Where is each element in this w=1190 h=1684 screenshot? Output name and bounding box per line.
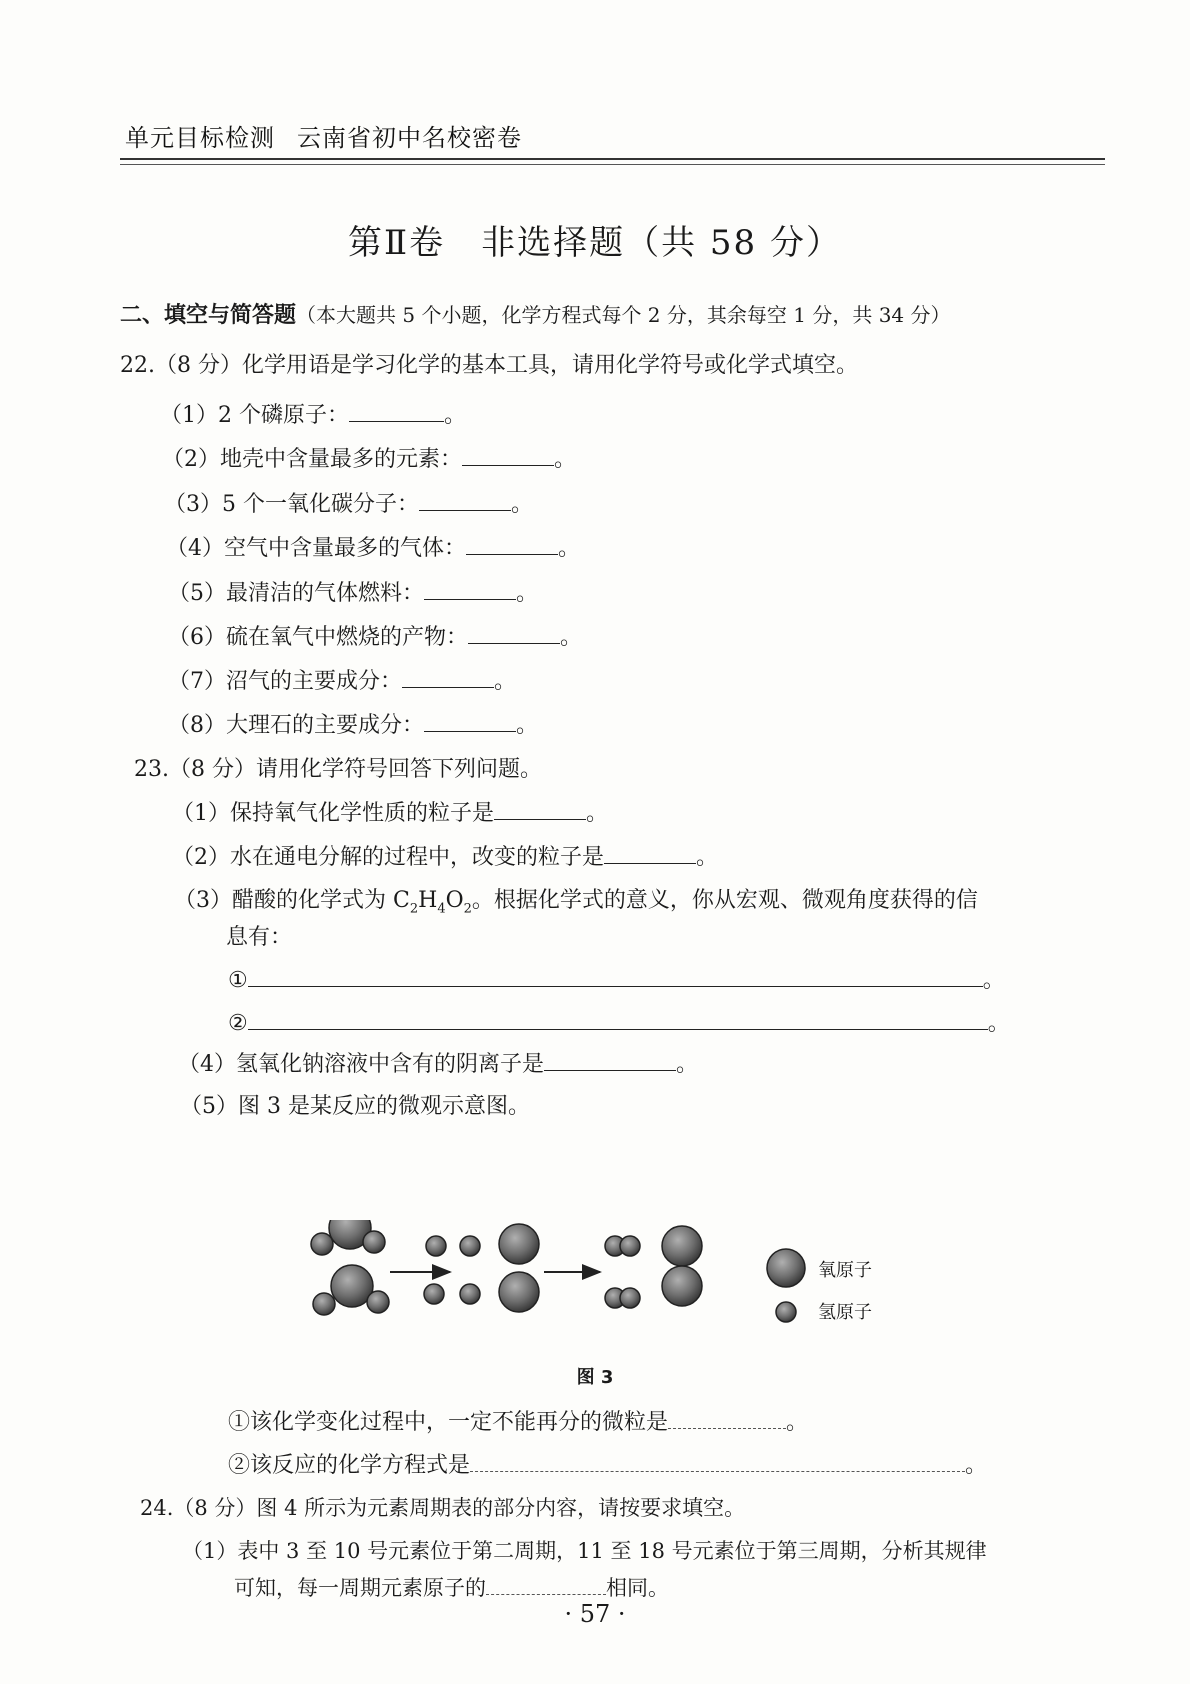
answer-blank[interactable]	[604, 862, 696, 864]
oxygen-molecule	[662, 1226, 702, 1306]
q22-item: （4）空气中含量最多的气体： 。	[166, 536, 581, 561]
q22-item: （5）最清洁的气体燃料： 。	[168, 581, 539, 606]
answer-blank[interactable]	[486, 1594, 606, 1595]
page-number: · 57 ·	[564, 1600, 626, 1628]
page-header	[125, 118, 522, 153]
legend	[767, 1249, 872, 1323]
legend-hydrogen-atom	[776, 1302, 796, 1322]
q24-item-1-cont: 可知，每一周期元素原子的 相同。	[234, 1576, 669, 1600]
water-molecule-1	[311, 1220, 385, 1255]
reaction-micro-diagram	[300, 1220, 1000, 1360]
answer-line[interactable]	[248, 985, 983, 987]
section-heading: 二、填空与简答题	[120, 303, 297, 328]
q24-stem: 24.（8 分）图 4 所示为元素周期表的部分内容，请按要求填空。	[140, 1496, 746, 1520]
answer-blank[interactable]	[466, 553, 558, 555]
answer-blank[interactable]	[419, 509, 511, 511]
header-rule	[120, 158, 1105, 160]
q23-item-1: （1）保持氧气化学性质的粒子是 。	[172, 801, 609, 826]
q22-item-label: （1）2 个磷原子：	[160, 403, 349, 428]
q22-item-label: （2）地壳中含量最多的元素：	[162, 447, 462, 472]
q23-item-2: （2）水在通电分解的过程中，改变的粒子是 。	[172, 845, 719, 870]
q23-sub-2: ②该反应的化学方程式是 。	[228, 1453, 988, 1478]
q22-item-label: （6）硫在氧气中燃烧的产物：	[168, 625, 468, 650]
section-heading-line	[120, 298, 951, 329]
header-right: 云南省初中名校密卷	[297, 124, 522, 152]
page-title: 第Ⅱ卷 非选择题（共 58 分）	[348, 223, 842, 263]
answer-line[interactable]	[248, 1028, 988, 1030]
separated-atoms	[424, 1224, 539, 1312]
answer-blank[interactable]	[424, 598, 516, 600]
answer-blank[interactable]	[494, 818, 586, 820]
q22-item-label: （4）空气中含量最多的气体：	[166, 536, 466, 561]
legend-oxygen-atom	[767, 1249, 805, 1287]
section-note: （本大题共 5 个小题，化学方程式每个 2 分，其余每空 1 分，共 34 分）	[296, 303, 951, 327]
q23-item-3-answer-2: ② 。	[228, 1011, 1010, 1036]
answer-blank[interactable]	[462, 464, 554, 466]
answer-blank[interactable]	[424, 730, 516, 732]
q22-item-label: （3）5 个一氧化碳分子：	[164, 492, 419, 517]
q22-item: （1）2 个磷原子： 。	[160, 403, 467, 428]
answer-blank[interactable]	[468, 642, 560, 644]
q22-item-label: （7）沼气的主要成分：	[168, 669, 402, 694]
header-left: 单元目标检测	[125, 124, 275, 152]
q23-item-3: （3）醋酸的化学式为 $C_2H_4O_2$。根据化学式的意义，你从宏观、微观角度获得的信	[174, 888, 978, 917]
q22-item: （6）硫在氧气中燃烧的产物： 。	[168, 625, 583, 650]
legend-oxygen-label: 氧原子	[818, 1260, 872, 1281]
q23-item-4: （4）氢氧化钠溶液中含有的阴离子是 。	[178, 1052, 699, 1077]
answer-line[interactable]	[470, 1471, 965, 1472]
answer-blank[interactable]	[349, 420, 444, 422]
q22-item: （7）沼气的主要成分： 。	[168, 669, 517, 694]
hydrogen-molecules	[605, 1236, 640, 1308]
q22-item: （8）大理石的主要成分： 。	[168, 713, 539, 738]
q22-stem: 22.（8 分）化学用语是学习化学的基本工具，请用化学符号或化学式填空。	[120, 353, 858, 378]
q23-item-3-answer-1: ① 。	[228, 968, 1005, 993]
q23-sub-1: ①该化学变化过程中，一定不能再分的微粒是 。	[228, 1410, 809, 1435]
answer-blank[interactable]	[668, 1428, 786, 1429]
q22-item: （2）地壳中含量最多的元素： 。	[162, 447, 577, 472]
q22-item-label: （5）最清洁的气体燃料：	[168, 581, 424, 606]
q23-item-3-cont: 息有：	[226, 925, 293, 950]
acetic-acid-formula: $C_2H_4O_2$	[393, 888, 472, 917]
figure-caption: 图 3	[576, 1367, 614, 1388]
water-molecule-2	[313, 1265, 389, 1315]
q23-item-5: （5）图 3 是某反应的微观示意图。	[180, 1094, 530, 1119]
header-rule-thin	[120, 164, 1105, 165]
q22-item-label: （8）大理石的主要成分：	[168, 713, 424, 738]
answer-blank[interactable]	[544, 1069, 676, 1071]
legend-hydrogen-label: 氢原子	[818, 1302, 872, 1323]
q22-item: （3）5 个一氧化碳分子： 。	[164, 492, 534, 517]
answer-blank[interactable]	[402, 686, 494, 688]
q24-item-1: （1）表中 3 至 10 号元素位于第二周期，11 至 18 号元素位于第三周期，分析其规律	[182, 1539, 987, 1563]
q23-stem: 23.（8 分）请用化学符号回答下列问题。	[134, 757, 542, 782]
